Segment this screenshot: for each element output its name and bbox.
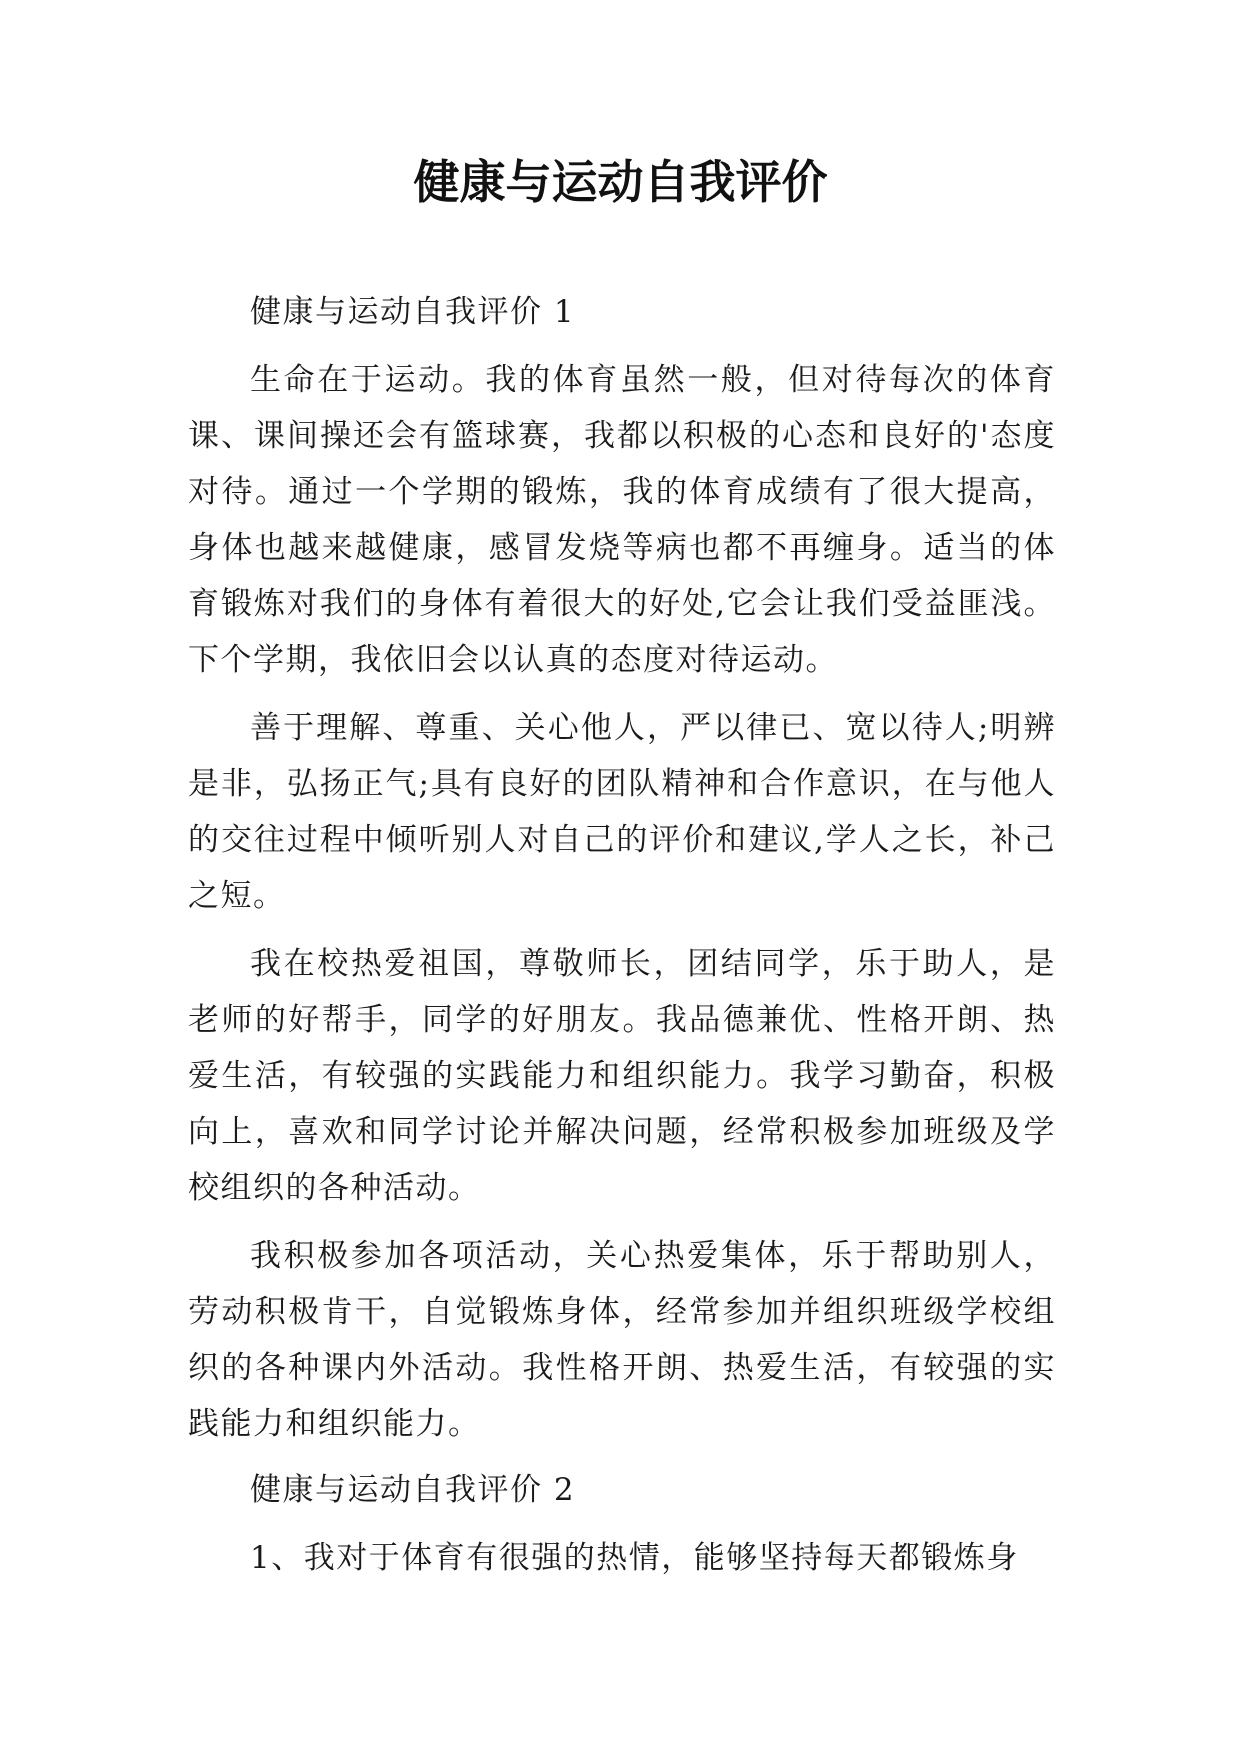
paragraph-4: 我积极参加各项活动，关心热爱集体，乐于帮助别人，劳动积极肯干，自觉锻炼身体，经常参加并组织班级学校组织的各种课内外活动。我性格开朗、热爱生活，有较强的实践能力和组织能力。 (188, 1238, 1056, 1442)
document-title: 健康与运动自我评价 (413, 155, 828, 209)
paragraph-3: 我在校热爱祖国，尊敬师长，团结同学，乐于助人，是老师的好帮手，同学的好朋友。我品德兼优、性格开朗、热爱生活，有较强的实践能力和组织能力。我学习勤奋，积极向上，喜欢和同学讨论并解决问题，经常积极参加班级及学校组织的各种活动。 (188, 946, 1056, 1206)
document-body (188, 284, 1056, 1586)
paragraph-2: 善于理解、尊重、关心他人，严以律已、宽以待人;明辨是非，弘扬正气;具有良好的团队精神和合作意识，在与他人的交往过程中倾听别人对自己的评价和建议,学人之长，补己之短。 (188, 710, 1056, 914)
paragraph-5: 1、我对于体育有很强的热情，能够坚持每天都锻炼身 (250, 1540, 1019, 1576)
section-heading-1: 健康与运动自我评价 1 (250, 294, 576, 330)
paragraph-1: 生命在于运动。我的体育虽然一般，但对待每次的体育课、课间操还会有篮球赛，我都以积极的心态和良好的'态度对待。通过一个学期的锻炼，我的体育成绩有了很大提高，身体也越来越健康，感冒发烧等病也都不再缠身。适当的体育锻炼对我们的身体有着很大的好处,它会让我们受益匪浅。下个学期，我依旧会以认真的态度对待运动。 (188, 362, 1056, 678)
section-heading-2: 健康与运动自我评价 2 (250, 1472, 576, 1508)
